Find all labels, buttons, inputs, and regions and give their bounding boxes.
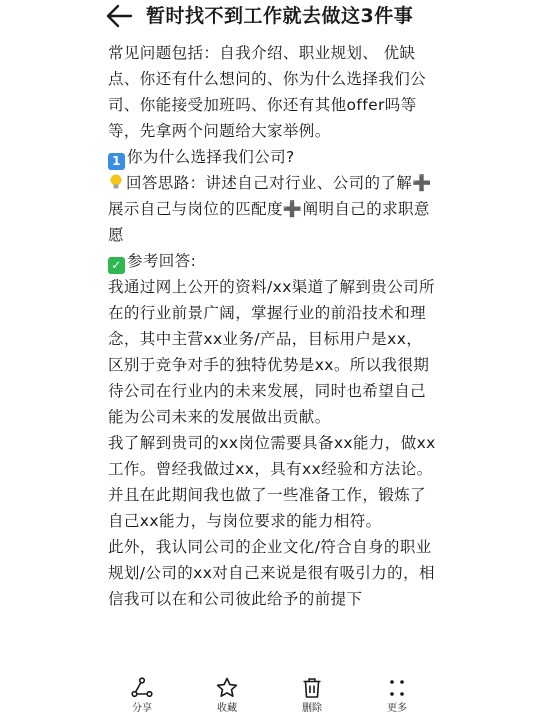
intro-paragraph: 常见问题包括：自我介绍、职业规划、 优缺点、你还有什么想问的、你为什么选择我们公司、你能接受加班吗、你还有其他offer吗等等，先拿两个问题给大家举例。 xyxy=(108,44,427,140)
answer-paragraph: 此外，我认同公司的企业文化/符合自身的职业规划/公司的xx对自己来说是很有吸引力的，相信我可以在和公司彼此给予的前提下 xyxy=(108,538,435,608)
share-button[interactable] xyxy=(112,676,172,720)
content-fade xyxy=(0,640,540,670)
share-icon xyxy=(130,676,154,700)
reference-answer-heading xyxy=(108,248,438,274)
favorite-button[interactable] xyxy=(197,676,257,720)
arrow-left-icon xyxy=(104,3,134,29)
more-label: 更多 xyxy=(387,703,407,714)
answer-approach xyxy=(108,170,438,248)
top-bar xyxy=(0,0,540,34)
lightbulb-icon xyxy=(108,173,124,191)
answer-paragraph: 我通过网上公开的资料/xx渠道了解到贵公司所在的行业前景广阔，掌握行业的前沿技术和理念，其中主营xx业务/产品，目标用户是xx，区别于竞争对手的独特优势是xx。所以我很期待公司在行业内的未来发展，同时也希望自己能为公司未来的发展做出贡献。 xyxy=(108,278,435,426)
trash-icon xyxy=(300,676,324,700)
more-button[interactable] xyxy=(367,676,427,720)
question-text: 你为什么选择我们公司? xyxy=(127,148,295,166)
keycap-one-icon: 1 xyxy=(108,153,125,170)
bottom-toolbar xyxy=(0,672,540,720)
favorite-label: 收藏 xyxy=(217,703,237,714)
back-button[interactable] xyxy=(104,3,134,29)
answer-paragraph: 我了解到贵司的xx岗位需要具备xx能力，做xx工作。曾经我做过xx，具有xx经验和方法论。并且在此期间我也做了一些准备工作，锻炼了自己xx能力，与岗位要求的能力相符。 xyxy=(108,434,436,530)
reference-answer-label: 参考回答: xyxy=(127,252,197,270)
approach-text: 回答思路：讲述自己对行业、公司的了解➕展示自己与岗位的匹配度➕阐明自己的求职意愿 xyxy=(108,174,432,244)
share-label: 分享 xyxy=(132,703,152,714)
check-mark-icon: ✓ xyxy=(108,257,125,274)
delete-label: 删除 xyxy=(302,703,322,714)
question-heading xyxy=(108,144,438,170)
page-title: 暂时找不到工作就去做这3件事 xyxy=(146,5,414,27)
note-content xyxy=(108,40,438,668)
more-dots-icon xyxy=(385,676,409,700)
star-icon xyxy=(215,676,239,700)
delete-button[interactable] xyxy=(282,676,342,720)
